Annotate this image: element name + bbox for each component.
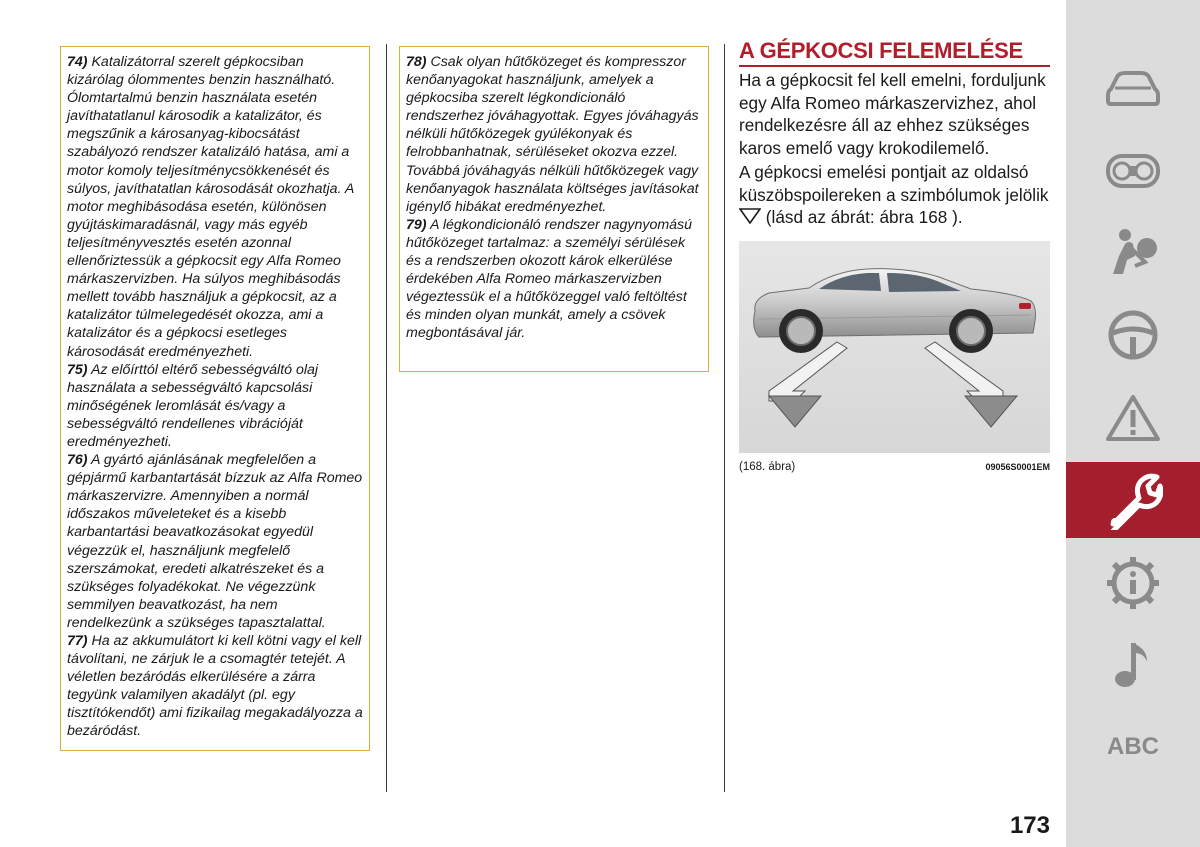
note-number: 77) <box>67 633 88 649</box>
column-divider <box>386 44 387 792</box>
note-text: Ha az akkumulátort ki kell kötni vagy el kell távolítani, ne zárjuk le a csomagtér tetejét. A véletlen bezáródás elkerülésére a zárra tegyünk valamilyen akadályt (pl. egy tisztítókendőt) ami fizikailag megakadályozza a bezáródást. <box>67 633 363 740</box>
airbag-safety-icon <box>1105 226 1161 278</box>
note-number: 75) <box>67 361 88 378</box>
sidebar-item-safety[interactable] <box>1066 214 1200 290</box>
sidebar-item-maintenance[interactable] <box>1066 462 1200 538</box>
note-number: 76) <box>67 452 88 469</box>
steering-wheel-icon <box>1107 309 1159 361</box>
music-note-icon <box>1111 639 1155 691</box>
section-title: A GÉPKOCSI FELEMELÉSE <box>739 38 1023 63</box>
sidebar-item-car[interactable] <box>1066 51 1200 127</box>
car-side-illustration <box>739 241 1050 453</box>
note-text: Az előírttól eltérő sebességváltó olaj használata a sebességváltó kapcsolási minőségének leromlását és/vagy a sebességváltó rendellenes vibrációját eredményezheti. <box>67 361 319 450</box>
title-underline <box>739 65 1050 67</box>
note-text: A légkondicionáló rendszer nagynyomású hűtőközeget tartalmaz: a személyi sérülések és a rendszerben okozott károk elkerülése érdekében Alfa Romeo márkaszervizben végeztessük el a hűtőközeggel való feltöltést és minden olyan munkát, amely a csövek megbontásával jár. <box>406 216 693 342</box>
lift-points-figure <box>739 241 1050 453</box>
warning-triangle-icon <box>1105 393 1161 443</box>
lift-point-symbol-icon <box>739 207 761 231</box>
note-77 <box>67 632 363 741</box>
note-number: 74) <box>67 54 88 70</box>
abc-index-label: ABC <box>1107 733 1159 760</box>
info-gear-icon <box>1105 555 1161 611</box>
wrench-icon <box>1103 470 1163 530</box>
chapter-sidebar <box>1066 0 1200 847</box>
sidebar-item-index[interactable] <box>1066 709 1200 785</box>
sidebar-item-steering[interactable] <box>1066 297 1200 373</box>
note-text: Katalizátorral szerelt gépkocsiban kizárólag ólommentes benzin használható. Ólomtartalmú benzin használata esetén javíthatatlanul károsodik a katalizátor, és megszűnik a károsanyag-kibocsátást szabályozó rendszer katalizáló hatása, ami a motor komoly teljesítménycsökkenését és súlyos, javíthatatlan károsodását okozhatja. A motor meghibásodása esetén, különösen gyújtáskimaradásnál, vagy más egyéb teljesítményvesztés esetén azonnal ellenőriztessük a gépkocsit egy Alfa Romeo márkaszervizben. Ha súlyos meghibásodás mellett tovább használjuk a gépkocsit, az a katalizátor túlmelegedését okozza, ami a katalizátor és a gépkocsi esetleges károsodását eredményezheti. <box>67 54 354 360</box>
page-number: 173 <box>1009 812 1050 839</box>
car-icon <box>1105 69 1161 109</box>
section-paragraph-2 <box>739 161 1055 231</box>
sidebar-item-technical-data[interactable] <box>1066 545 1200 621</box>
figure-caption: (168. ábra) <box>739 461 796 473</box>
notes-box-middle <box>399 46 709 372</box>
note-75 <box>67 361 363 451</box>
figure-code: 09056S0001EM <box>985 462 1050 472</box>
notes-box-left <box>60 46 370 751</box>
sidebar-item-warning[interactable] <box>1066 380 1200 456</box>
column-divider <box>724 44 725 792</box>
section-paragraph-1: Ha a gépkocsit fel kell emelni, forduljunk egy Alfa Romeo márkaszervizhez, ahol rendelkezésre áll az ehhez szükséges karos emelő vagy krokodilemelő. <box>739 70 1046 158</box>
dashboard-icon <box>1105 151 1161 191</box>
note-text: Csak olyan hűtőközeget és kompresszor kenőanyagokat használjunk, amelyek a gépkocsiba szerelt légkondicionáló rendszerhez jóváhagyottak. Egyes jóváhagyás nélküli hűtőközegek gyúlékonyak és felrobbanhatnak, sérüléseket okozva ezzel. Továbbá jóváhagyás nélküli hűtőközegek vagy kenőanyagok használata költséges javításokat igénylő hibákat eredményezhet. <box>406 54 699 215</box>
sidebar-item-dashboard[interactable] <box>1066 133 1200 209</box>
sidebar-item-multimedia[interactable] <box>1066 627 1200 703</box>
note-number: 78) <box>406 54 427 70</box>
note-78 <box>406 53 702 216</box>
paragraph-text: (lásd az ábrát: ábra 168 ). <box>765 207 963 227</box>
note-74 <box>67 53 363 361</box>
note-76 <box>67 451 363 632</box>
note-text: A gyártó ajánlásának megfelelően a gépjármű karbantartását bízzuk az Alfa Romeo márkaszervizre. Amennyiben a normál időszakos műveleteket és a kisebb karbantartási beavatkozásokat egyedül végezzük el, használjunk megfelelő szerszámokat, eredeti alkatrészeket és a szükséges folyadékokat. Ne végezzünk semmilyen beavatkozást, ha nem rendelkezünk a szükséges tapasztalattal. <box>67 452 363 631</box>
note-number: 79) <box>406 216 427 233</box>
note-79 <box>406 216 702 343</box>
paragraph-text: A gépkocsi emelési pontjait az oldalsó küszöbspoilereken a szimbólumok jelölik <box>739 162 1049 205</box>
